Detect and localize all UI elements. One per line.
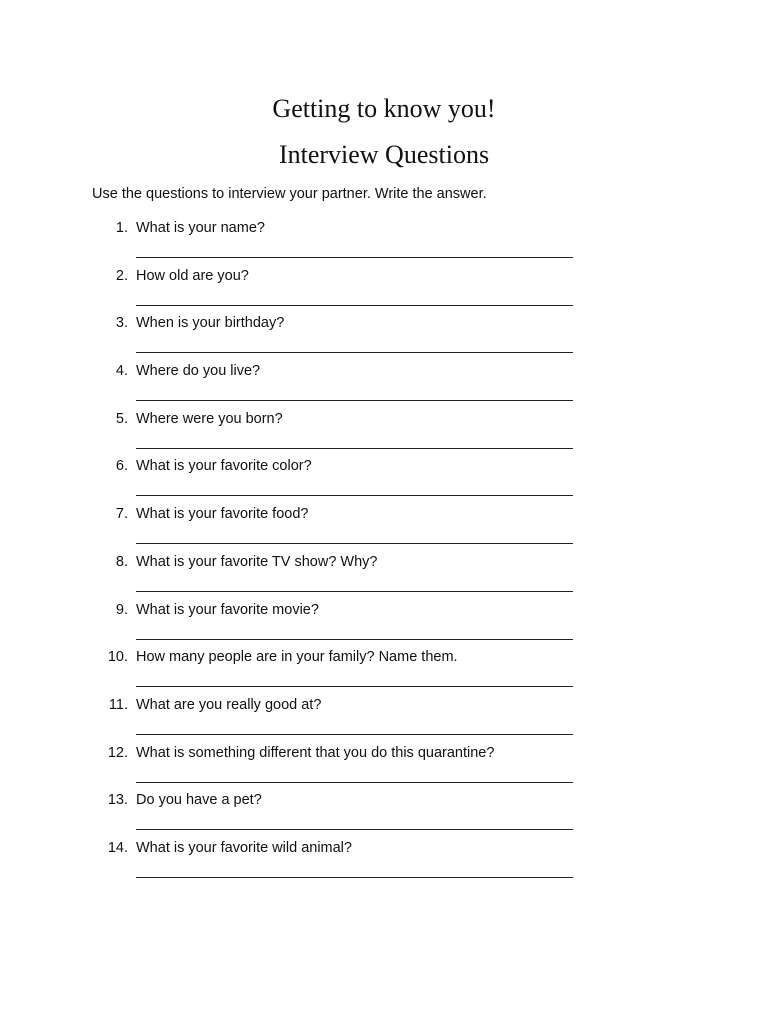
answer-line[interactable] <box>136 686 573 687</box>
page-title: Getting to know you! <box>272 94 496 123</box>
question-item <box>0 457 768 505</box>
answer-line[interactable] <box>136 448 573 449</box>
question-item <box>0 267 768 315</box>
question-number: 8. <box>115 553 128 570</box>
question-text: What are you really good at? <box>136 696 322 713</box>
question-item <box>0 744 768 792</box>
question-item <box>0 839 768 887</box>
question-number: 13. <box>107 792 128 809</box>
question-text: What is your favorite TV show? Why? <box>136 553 378 570</box>
question-text: Do you have a pet? <box>136 792 262 809</box>
answer-line[interactable] <box>136 400 573 401</box>
question-number: 12. <box>107 744 128 761</box>
question-number: 9. <box>115 601 128 618</box>
question-text: What is your favorite food? <box>136 506 309 523</box>
answer-line[interactable] <box>136 829 573 830</box>
question-number: 3. <box>115 315 128 332</box>
question-item <box>0 553 768 601</box>
answer-line[interactable] <box>136 305 573 306</box>
question-text: When is your birthday? <box>136 315 285 332</box>
question-item <box>0 410 768 458</box>
question-text: Where do you live? <box>136 363 261 380</box>
question-text: What is your favorite movie? <box>136 601 319 618</box>
question-number: 10. <box>107 649 128 666</box>
question-number: 14. <box>107 839 128 856</box>
answer-line[interactable] <box>136 734 573 735</box>
answer-line[interactable] <box>136 352 573 353</box>
question-list <box>0 219 768 887</box>
question-item <box>0 219 768 267</box>
question-item <box>0 314 768 362</box>
question-number: 5. <box>115 410 128 427</box>
question-item <box>0 791 768 839</box>
question-text: What is your name? <box>136 220 265 236</box>
question-text: What is something different that you do this quarantine? <box>136 744 495 761</box>
question-number: 1. <box>115 220 128 236</box>
answer-line[interactable] <box>136 591 573 592</box>
question-number: 11. <box>108 696 128 713</box>
answer-line[interactable] <box>136 495 573 496</box>
question-item <box>0 505 768 553</box>
answer-line[interactable] <box>136 257 573 258</box>
question-number: 7. <box>115 506 128 523</box>
question-number: 2. <box>115 267 128 284</box>
question-item <box>0 696 768 744</box>
question-text: How old are you? <box>136 267 249 284</box>
question-item <box>0 362 768 410</box>
question-number: 6. <box>115 458 128 475</box>
question-item <box>0 601 768 649</box>
question-text: What is your favorite color? <box>136 458 312 475</box>
question-text: What is your favorite wild animal? <box>136 839 352 856</box>
answer-line[interactable] <box>136 782 573 783</box>
question-item <box>0 648 768 696</box>
question-text: Where were you born? <box>136 410 283 427</box>
instructions-text: Use the questions to interview your partner. Write the answer. <box>92 186 487 202</box>
answer-line[interactable] <box>136 877 573 878</box>
question-text: How many people are in your family? Name them. <box>136 649 458 666</box>
page-subtitle: Interview Questions <box>278 140 490 169</box>
question-number: 4. <box>115 363 128 380</box>
answer-line[interactable] <box>136 639 573 640</box>
answer-line[interactable] <box>136 543 573 544</box>
